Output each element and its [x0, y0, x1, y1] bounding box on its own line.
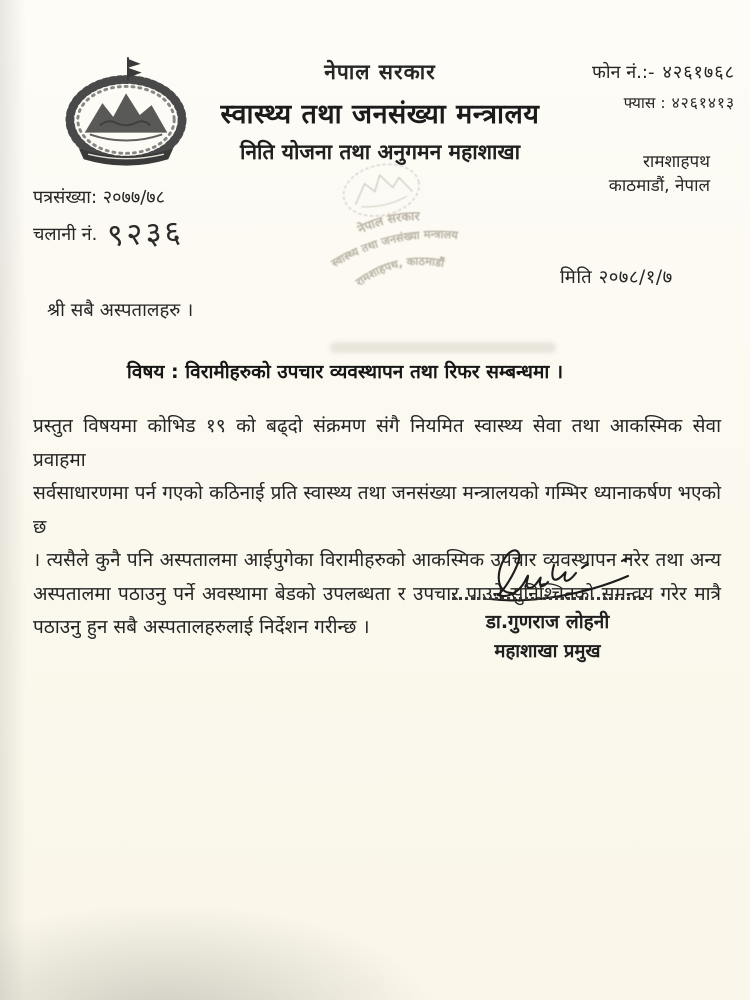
letter-number-value: २०७७/७८ [102, 187, 165, 208]
fax-line [575, 91, 735, 113]
date-line: मिति २०७८/१/७ [560, 267, 673, 288]
body-line-4: अस्पतालमा पठाउनु पर्ने अवस्थामा बेडको उपलब्धता र उपचार पाउने सुनिश्चितको समन्वय गरेर मात्रै [33, 582, 721, 605]
contact-block [575, 60, 735, 113]
dispatch-number-handwritten: ९२३६ [106, 214, 185, 254]
government-name: नेपाल सरकार [324, 60, 436, 84]
dispatch-number-line [33, 214, 185, 254]
stamp-text-ministry: स्वास्थ्य तथा जनसंख्या मन्त्रालय [329, 227, 459, 270]
scan-smudge-artifact [330, 342, 556, 353]
letter-number-line [33, 181, 184, 214]
body-line-1: प्रस्तुत विषयमा कोभिड १९ को बढ्दो संक्रमण संगै नियमित स्वास्थ्य सेवा तथा आकस्मिक सेवा प्रवाहमा [33, 415, 721, 471]
signer-name: डा.गुणराज लोहनी [485, 611, 610, 633]
phone-line [575, 60, 735, 84]
address-line-1: रामशाहपथ [642, 152, 710, 172]
stamp-text-government: नेपाल सरकार [355, 208, 420, 237]
body-line-5: पठाउनु हुन सबै अस्पतालहरुलाई निर्देशन गरीन्छ । [33, 616, 370, 638]
office-address [545, 150, 710, 198]
stamp-text-address: रामशाहपथ, काठमाडौं [353, 254, 446, 290]
reference-block [33, 181, 185, 254]
phone-label: फोन नं.:- [591, 62, 655, 83]
letter-number-label: पत्रसंख्या: [33, 187, 98, 208]
signature-icon [462, 543, 642, 605]
addressee-line: श्री सबै अस्पतालहरु । [47, 300, 194, 321]
signer-title: महाशाखा प्रमुख [494, 641, 601, 662]
phone-number: ४२६१७६८ [662, 62, 735, 83]
body-line-3: । त्यसैले कुनै पनि अस्पतालमा आईपुगेका विरामीहरुको आकस्मिक उपचार व्यवस्थापन गरेर तथा अन्य [33, 549, 721, 571]
division-name: निति योजना तथा अनुगमन महाशाखा [239, 140, 521, 164]
fax-number: ४२६१४१३ [671, 94, 735, 112]
address-line-2: काठमाडौं, नेपाल [608, 176, 710, 196]
subject-line: विषय : विरामीहरुको उपचार व्यवस्थापन तथा रिफर सम्बन्धमा । [126, 361, 564, 383]
body-line-2: सर्वसाधारणमा पर्न गएको कठिनाई प्रति स्वास्थ्य तथा जनसंख्या मन्त्रालयको गम्भिर ध्यानाकर्षण भएको छ [33, 482, 721, 538]
dispatch-number-label: चलानी नं. [33, 224, 98, 245]
fax-label: फ्यास : [623, 94, 666, 112]
ministry-name: स्वास्थ्य तथा जनसंख्या मन्त्रालय [220, 99, 540, 130]
signature-dotted-line [452, 597, 644, 600]
